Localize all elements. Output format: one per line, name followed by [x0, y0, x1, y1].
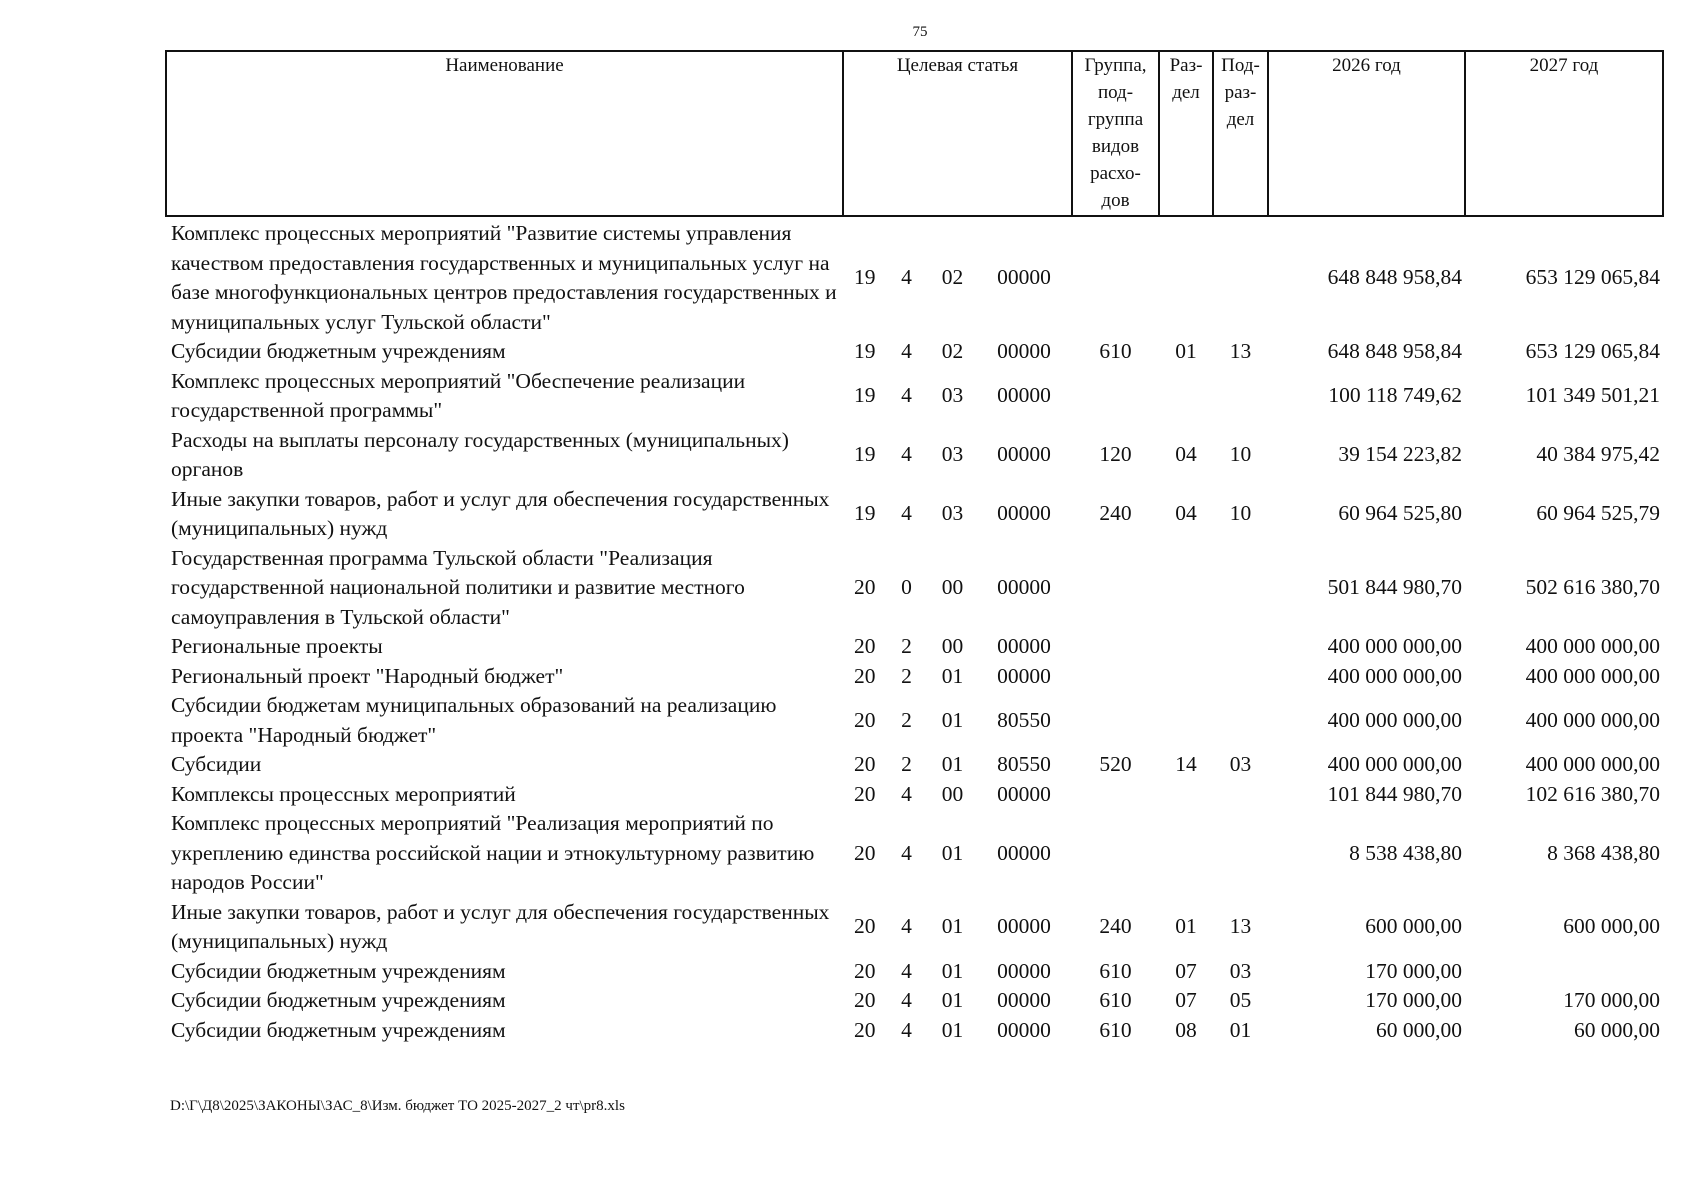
table-row	[166, 957, 1663, 987]
table-header	[166, 51, 1663, 216]
row-subsection	[1213, 691, 1268, 750]
row-target-article-direction: 80550	[997, 752, 1051, 776]
row-name: Иные закупки товаров, работ и услуг для обеспечения государственных (муниципальных) нужд	[171, 486, 830, 540]
row-target-article-subprogram: 4	[901, 442, 912, 467]
table-row	[166, 750, 1663, 780]
row-amount-2026: 501 844 980,70	[1327, 575, 1462, 599]
budget-table	[165, 50, 1664, 1045]
row-amount-2027: 600 000,00	[1563, 914, 1660, 939]
row-subsection	[1213, 780, 1268, 810]
row-amount-2026: 400 000 000,00	[1327, 752, 1462, 776]
row-subsection: 01	[1229, 1017, 1252, 1042]
row-target-article-event: 02	[941, 339, 964, 363]
row-target-article-event: 01	[941, 840, 964, 865]
row-target-article-direction: 00000	[997, 442, 1051, 467]
row-name: Субсидии бюджетам муниципальных образований на реализацию проекта "Народный бюджет"	[171, 693, 777, 747]
row-amount-2027: 400 000 000,00	[1525, 663, 1660, 688]
row-target-article-direction: 00000	[997, 914, 1051, 939]
table-row	[166, 691, 1663, 750]
row-section	[1159, 809, 1213, 898]
row-target-article-direction: 00000	[997, 781, 1051, 806]
row-name: Комплекс процессных мероприятий "Реализация мероприятий по укреплению единства российской нации и этнокультурному развитию народов России"	[171, 811, 815, 894]
row-target-article-event: 01	[941, 1017, 964, 1042]
row-target-article-event: 03	[941, 501, 964, 526]
row-name: Комплексы процессных мероприятий	[171, 781, 516, 806]
row-expense-group: 610	[1099, 339, 1132, 363]
row-subsection: 10	[1229, 501, 1252, 526]
table-row	[166, 426, 1663, 485]
row-amount-2026: 648 848 958,84	[1327, 265, 1462, 290]
row-expense-group: 240	[1099, 501, 1132, 526]
row-target-article-direction: 00000	[997, 501, 1051, 526]
row-target-article-subprogram: 2	[901, 707, 912, 732]
row-amount-2027: 60 000,00	[1574, 1017, 1660, 1042]
table-row	[166, 544, 1663, 633]
row-subsection	[1213, 216, 1268, 337]
row-section: 07	[1175, 988, 1197, 1012]
table-row	[166, 809, 1663, 898]
row-name: Комплекс процессных мероприятий "Развитие системы управления качеством предоставления государственных и муниципальных услуг на базе многофункциональных центров предоставления государственных и муниципальных услуг Тульской области"	[171, 221, 837, 334]
row-expense-group: 610	[1099, 1017, 1132, 1042]
row-target-article-event: 01	[941, 914, 964, 939]
row-section: 14	[1175, 752, 1197, 776]
row-target-article-subprogram: 4	[901, 501, 912, 526]
row-target-article-program: 20	[854, 752, 876, 776]
row-target-article-subprogram: 4	[901, 988, 912, 1012]
row-target-article-direction: 00000	[997, 265, 1051, 290]
row-target-article-event: 00	[941, 575, 964, 599]
row-expense-group: 610	[1099, 958, 1132, 983]
row-target-article-program: 19	[854, 339, 876, 363]
row-expense-group: 120	[1099, 442, 1132, 467]
row-expense-group	[1072, 544, 1159, 633]
row-name: Субсидии бюджетным учреждениям	[171, 988, 506, 1012]
row-section: 07	[1175, 958, 1197, 983]
row-expense-group	[1072, 809, 1159, 898]
table-row	[166, 367, 1663, 426]
row-amount-2026: 60 964 525,80	[1338, 501, 1462, 526]
row-name: Региональные проекты	[171, 634, 383, 658]
row-section	[1159, 632, 1213, 662]
row-target-article-subprogram: 2	[901, 752, 912, 776]
row-target-article-event: 00	[941, 781, 964, 806]
row-name: Субсидии бюджетным учреждениям	[171, 339, 506, 363]
row-subsection: 10	[1229, 442, 1252, 467]
row-amount-2026: 8 538 438,80	[1349, 840, 1462, 865]
row-target-article-event: 02	[941, 265, 964, 290]
row-name: Субсидии бюджетным учреждениям	[171, 1017, 506, 1042]
table-row	[166, 216, 1663, 337]
table-row	[166, 662, 1663, 692]
row-target-article-program: 20	[854, 634, 876, 658]
row-target-article-subprogram: 4	[901, 265, 912, 290]
row-target-article-event: 01	[941, 707, 964, 732]
row-section: 04	[1175, 442, 1197, 467]
row-section: 01	[1175, 914, 1197, 939]
row-subsection	[1213, 544, 1268, 633]
row-section	[1159, 544, 1213, 633]
row-target-article-direction: 00000	[997, 575, 1051, 599]
row-name: Расходы на выплаты персоналу государственных (муниципальных) органов	[171, 427, 789, 481]
header-name: Наименование	[166, 51, 843, 216]
header-year-2026: 2026 год	[1268, 51, 1465, 216]
row-target-article-subprogram: 4	[901, 914, 912, 939]
header-group: Группа, под- группа видов расхо- дов	[1072, 51, 1159, 216]
row-subsection	[1213, 662, 1268, 692]
row-amount-2026: 400 000 000,00	[1327, 707, 1462, 732]
row-section: 01	[1175, 339, 1197, 363]
row-name: Иные закупки товаров, работ и услуг для обеспечения государственных (муниципальных) нужд	[171, 899, 830, 953]
table-row	[166, 632, 1663, 662]
row-subsection	[1213, 367, 1268, 426]
row-amount-2027: 40 384 975,42	[1536, 442, 1660, 467]
row-name: Субсидии	[171, 752, 262, 776]
row-expense-group: 520	[1099, 752, 1132, 776]
row-amount-2027: 400 000 000,00	[1525, 752, 1660, 776]
row-target-article-program: 19	[854, 383, 876, 408]
header-year-2027: 2027 год	[1465, 51, 1663, 216]
table-body	[166, 216, 1663, 1045]
row-target-article-program: 20	[854, 1017, 876, 1042]
row-subsection: 13	[1229, 914, 1252, 939]
row-target-article-program: 19	[854, 442, 876, 467]
row-amount-2026: 400 000 000,00	[1327, 634, 1462, 658]
row-subsection: 13	[1229, 339, 1252, 363]
row-target-article-event: 01	[941, 958, 964, 983]
row-subsection: 03	[1229, 958, 1252, 983]
row-amount-2026: 600 000,00	[1365, 914, 1462, 939]
row-target-article-event: 01	[941, 752, 964, 776]
row-amount-2027: 102 616 380,70	[1525, 781, 1660, 806]
row-target-article-program: 19	[854, 265, 876, 290]
row-amount-2027: 101 349 501,21	[1525, 383, 1660, 408]
row-target-article-program: 20	[854, 840, 876, 865]
row-expense-group	[1072, 780, 1159, 810]
row-target-article-program: 20	[854, 781, 876, 806]
table-row	[166, 898, 1663, 957]
row-expense-group: 240	[1099, 914, 1132, 939]
row-name: Государственная программа Тульской области "Реализация государственной национальной политики и развитие местного самоуправления в Тульской области"	[171, 545, 745, 629]
row-target-article-direction: 00000	[997, 634, 1051, 658]
row-amount-2026: 100 118 749,62	[1328, 383, 1462, 408]
row-amount-2026: 39 154 223,82	[1338, 442, 1462, 467]
row-section: 08	[1175, 1017, 1197, 1042]
row-target-article-direction: 00000	[997, 663, 1051, 688]
row-target-article-subprogram: 2	[901, 663, 912, 688]
row-subsection: 03	[1229, 752, 1252, 776]
row-expense-group	[1072, 367, 1159, 426]
row-target-article-direction: 00000	[997, 988, 1051, 1012]
row-section	[1159, 367, 1213, 426]
row-section: 04	[1175, 501, 1197, 526]
row-amount-2026: 648 848 958,84	[1327, 339, 1462, 363]
table-row	[166, 337, 1663, 367]
row-target-article-program: 19	[854, 501, 876, 526]
row-amount-2027	[1465, 957, 1663, 987]
row-amount-2027: 502 616 380,70	[1525, 575, 1660, 599]
row-expense-group	[1072, 216, 1159, 337]
row-target-article-subprogram: 4	[901, 383, 912, 408]
row-target-article-program: 20	[854, 575, 876, 599]
row-target-article-subprogram: 0	[901, 575, 912, 599]
row-subsection	[1213, 809, 1268, 898]
row-target-article-subprogram: 2	[901, 634, 912, 658]
row-name: Региональный проект "Народный бюджет"	[171, 663, 564, 688]
table-row	[166, 780, 1663, 810]
row-target-article-program: 20	[854, 914, 876, 939]
row-target-article-subprogram: 4	[901, 958, 912, 983]
row-target-article-event: 03	[941, 442, 964, 467]
row-name: Субсидии бюджетным учреждениям	[171, 958, 506, 983]
row-amount-2026: 170 000,00	[1365, 958, 1462, 983]
row-target-article-event: 01	[941, 988, 964, 1012]
row-target-article-program: 20	[854, 958, 876, 983]
row-amount-2027: 60 964 525,79	[1536, 501, 1660, 526]
row-expense-group	[1072, 632, 1159, 662]
row-target-article-direction: 00000	[997, 840, 1051, 865]
row-subsection	[1213, 632, 1268, 662]
row-amount-2027: 400 000 000,00	[1525, 707, 1660, 732]
table-row	[166, 485, 1663, 544]
header-subsection: Под- раз- дел	[1213, 51, 1268, 216]
row-subsection: 05	[1229, 988, 1252, 1012]
row-target-article-direction: 00000	[997, 958, 1051, 983]
row-target-article-direction: 00000	[997, 383, 1051, 408]
row-amount-2027: 653 129 065,84	[1525, 339, 1660, 363]
row-amount-2026: 170 000,00	[1365, 988, 1462, 1012]
row-target-article-event: 03	[941, 383, 964, 408]
row-amount-2027: 400 000 000,00	[1525, 634, 1660, 658]
row-amount-2026: 101 844 980,70	[1327, 781, 1462, 806]
row-target-article-direction: 80550	[997, 707, 1051, 732]
row-section	[1159, 662, 1213, 692]
row-expense-group	[1072, 662, 1159, 692]
row-amount-2027: 653 129 065,84	[1525, 265, 1660, 290]
row-target-article-direction: 00000	[997, 1017, 1051, 1042]
row-target-article-program: 20	[854, 988, 876, 1012]
row-amount-2026: 400 000 000,00	[1327, 663, 1462, 688]
row-amount-2026: 60 000,00	[1376, 1017, 1462, 1042]
row-target-article-event: 01	[941, 663, 964, 688]
row-section	[1159, 780, 1213, 810]
header-target-article: Целевая статья	[843, 51, 1072, 216]
row-target-article-subprogram: 4	[901, 781, 912, 806]
row-target-article-subprogram: 4	[901, 840, 912, 865]
row-target-article-program: 20	[854, 663, 876, 688]
row-expense-group: 610	[1099, 988, 1132, 1012]
table-row	[166, 986, 1663, 1016]
table-row	[166, 1016, 1663, 1046]
row-name: Комплекс процессных мероприятий "Обеспечение реализации государственной программы"	[171, 368, 746, 422]
row-section	[1159, 691, 1213, 750]
row-expense-group	[1072, 691, 1159, 750]
row-target-article-direction: 00000	[997, 339, 1051, 363]
file-path: D:\Г\Д8\2025\ЗАКОНЫ\ЗАС_8\Изм. бюджет ТО 2025-2027_2 чт\pr8.xls	[170, 1098, 625, 1114]
row-amount-2027: 170 000,00	[1563, 988, 1660, 1012]
row-target-article-program: 20	[854, 707, 876, 732]
page-number: 75	[912, 24, 928, 40]
row-target-article-subprogram: 4	[901, 339, 912, 363]
row-target-article-event: 00	[941, 634, 964, 658]
row-section	[1159, 216, 1213, 337]
header-section: Раз- дел	[1159, 51, 1213, 216]
row-target-article-subprogram: 4	[901, 1017, 912, 1042]
row-amount-2027: 8 368 438,80	[1547, 840, 1660, 865]
